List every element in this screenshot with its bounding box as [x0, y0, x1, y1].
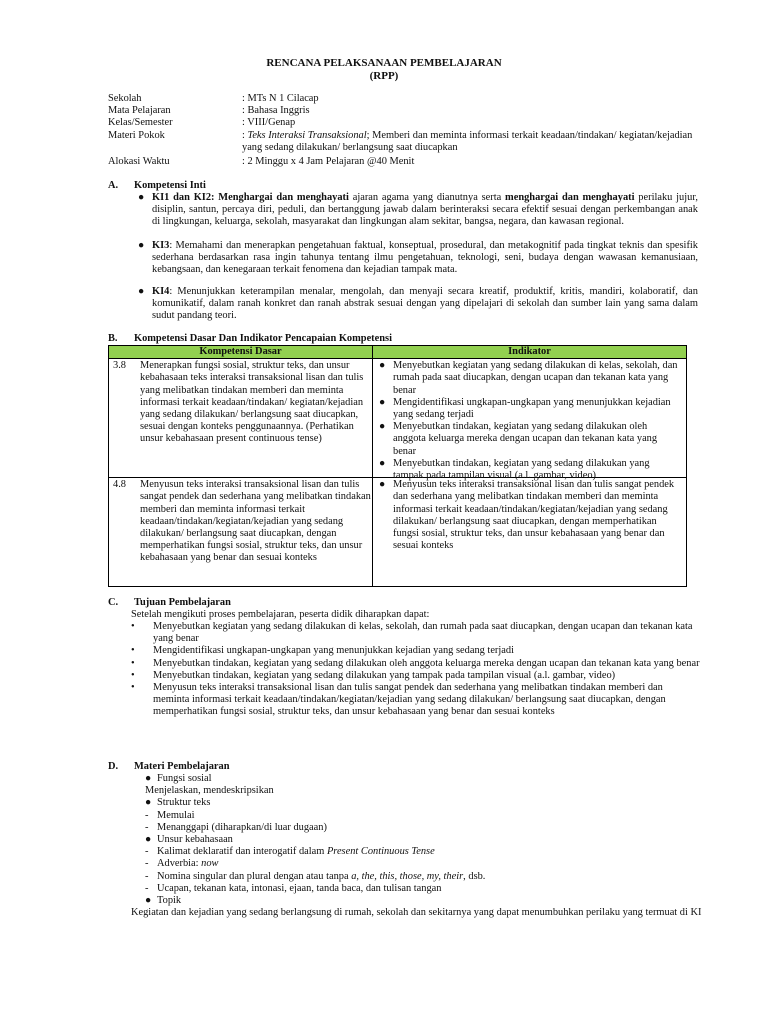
kd-number: 3.8: [113, 360, 126, 372]
document-title: RENCANA PELAKSANAAN PEMBELAJARAN: [266, 57, 502, 69]
mapel-label: Mata Pelajaran: [108, 105, 171, 117]
list-item: ● Menyusun teks interaksi transaksional lisan dan tulis sangat pendek dan sederhana yang melibatkan tindakan memberi dan meminta informasi terkait keadaan/tindakan/kegiatan/kejadian yang sedang dilakukan/ berlangsung saat diucapkan, dengan memperhatikan fungsi sosial, struktur teks, dan unsur kebahasaan yang benar dan sesuai konteks: [379, 479, 675, 552]
materi-value: : Teks Interaksi Transaksional; Memberi dan meminta informasi terkait keadaan/tindakan/ kegiatan/kejadian yang sedang dilakukan/ berlangsung saat diucapkan: [242, 129, 693, 153]
list-item: ● Menyebutkan tindakan, kegiatan yang sedang dilakukan yang tampak pada tampilan visual (a.l. gambar, video): [379, 457, 650, 482]
kelas-label: Kelas/Semester: [108, 117, 173, 129]
materi-label: Materi Pokok: [108, 129, 165, 141]
bullet-icon: ●: [379, 360, 386, 372]
bullet-icon: ●: [138, 240, 145, 251]
bullet-icon: ●: [379, 457, 386, 469]
list-item: • Menyebutkan kegiatan yang sedang dilakukan di kelas, sekolah, dan rumah pada saat diucapkan, dengan ucapan dan tekanan kata yang benar: [131, 621, 693, 645]
list-item: ● Mengidentifikasi ungkapan-ungkapan yang menunjukkan kejadian yang sedang terjadi: [379, 396, 671, 421]
unsur-item: Ucapan, tekanan kata, intonasi, ejaan, tanda baca, dan tulisan tangan: [157, 882, 442, 894]
indikator-list: [379, 360, 679, 482]
bullet-icon: ●: [145, 797, 152, 809]
tujuan-intro: Setelah mengikuti proses pembelajaran, peserta didik diharapkan dapat:: [131, 609, 430, 620]
tujuan-list: [131, 621, 701, 719]
unsur-kebahasaan-label: Unsur kebahasaan: [157, 833, 233, 845]
sekolah-label: Sekolah: [108, 93, 142, 104]
col-indikator: Indikator: [373, 346, 687, 359]
bullet-icon: •: [131, 669, 135, 681]
dash-icon: -: [145, 870, 149, 882]
list-item: ● Menyebutkan tindakan, kegiatan yang sedang dilakukan oleh anggota keluarga mereka dengan ucapan dan tekanan kata yang benar: [379, 421, 658, 457]
rpp-page: RENCANA PELAKSANAAN PEMBELAJARAN (RPP) Sekolah : MTs N 1 Cilacap Mata Pelajaran : Bahasa Inggris Kelas/Semester : VIII/Genap Materi Pokok : Teks Interaksi Transaksional; Memberi dan meminta informasi terkait keadaan/tindakan/ kegiatan/kejadian yang sedang dilakukan/ berlangsung saat diucapkan Alokasi Waktu : 2 Minggu x 4 Jam Pelajaran @40 Menit A. Kompetensi Inti ● KI1 dan KI2: Menghargai dan menghayati ajaran agama yang dianutnya serta menghargai dan menghayati perilaku jujur, disiplin, santun, percaya diri, peduli, dan bertanggung jawab dalam berinteraksi secara efektif sesuai dengan perkembangan anak di lingkungan, keluarga, sekolah, masyarakat dan lingkungan alam sekitar, bangsa, negara, dan kawasan regional. ● KI3: Memahami dan menerapkan pengetahuan faktual, konseptual, prosedural, dan metakognitif pada tingkat teknis dan spesifik sederhana berdasarkan rasa ingin tahunya tentang ilmu pengetahuan, teknologi, seni, budaya dengan wawasan kemanusiaan, kebangsaan, dan kenegaraan terkait fenomena dan kejadian tampak mata. ● KI4: Menunjukkan keterampilan menalar, mengolah, dan menyaji secara kreatif, produktif, kritis, mandiri, kolaboratif, dan komunikatif, dalam ranah konkret dan ranah abstrak sesuai dengan yang dipelajari di sekolah dan sumber lain yang sama dalam sudut pandang teori. B. Kompetensi Dasar Dan Indikator Pencapaian Kompetensi Kompetensi Dasar Indikator 3.8 Menerapkan fungsi sosial, struktur teks, dan unsur kebahasaan teks interaksi transaksional lisan dan tulis yang melibatkan tindakan memberi dan meminta informasi terkait keadaan/tindakan/ kegiatan/kejadian yang sedang dilakukan/ berlangsung saat diucapkan, sesuai dengan konteks penggunaannya. (Perhatikan unsur kebahasaan present continuous tense) ● Menyebutkan kegiatan yang sedang dilakukan di kelas, sekolah, dan rumah pada saat diucapkan, dengan ucapan dan tekanan kata yang benar ● Mengidentifikasi ungkapan-ungkapan yang menunjukkan kejadian yang sedang terjadi ● Menyebutkan tindakan, kegiatan yang sedang dilakukan oleh anggota keluarga mereka dengan ucapan dan tekanan kata yang benar ● Menyebutkan tindakan, kegiatan yang sedang dilakukan yang tampak pada tampilan visual (a.l. gambar, video) 4.8 Menyusun teks interaksi transaksional lisan dan tulis sangat pendek dan sederhana yang melibatkan tindakan memberi dan meminta informasi terkait keadaan/tindakan/kegiatan/kejadian yang sedang dilakukan/ berlangsung saat diucapkan, dengan memperhatikan fungsi sosial, struktur teks, dan unsur kebahasaan yang benar dan sesuai konteks ● Menyusun teks interaksi transaksional lisan dan tulis sangat pendek dan sederhana yang melibatkan tindakan memberi dan meminta informasi terkait keadaan/tindakan/kegiatan/kejadian yang sedang dilakukan/ berlangsung saat diucapkan, dengan memperhatikan fungsi sosial, struktur teks, dan unsur kebahasaan yang benar dan sesuai konteks C. Tujuan Pembelajaran Setelah mengikuti proses pembelajaran, peserta didik diharapkan dapat: • Menyebutkan kegiatan yang sedang dilakukan di kelas, sekolah, dan rumah pada saat diucapkan, dengan ucapan dan tekanan kata yang benar • Mengidentifikasi ungkapan-ungkapan yang menunjukkan kejadian yang sedang terjadi • Menyebutkan tindakan, kegiatan yang sedang dilakukan oleh anggota keluarga mereka dengan ucapan dan tekanan kata yang benar • Menyebutkan tindakan, kegiatan yang sedang dilakukan yang tampak pada tampilan visual (a.l. gambar, video) • Menyusun teks interaksi transaksional lisan dan tulis sangat pendek dan sederhana yang melibatkan tindakan memberi dan meminta informasi terkait keadaan/tindakan/kegiatan/kejadian yang sedang dilakukan/ berlangsung saat diucapkan, dengan memperhatikan fungsi sosial, struktur teks, dan unsur kebahasaan yang benar dan sesuai konteks D. Materi Pembelajaran ● Fungsi sosial Menjelaskan, mendeskripsikan ● Struktur teks - Memulai - Menanggapi (diharapkan/di luar dugaan) ● Unsur kebahasaan - Kalimat deklaratif dan interogatif dalam Present Continuous Tense - Adverbia: now - Nomina singular dan plural dengan atau tanpa a, the, this, those, my, their, dsb. - Ucapan, tekanan kata, intonasi, ejaan, tanda baca, dan tulisan tangan ● Topik Kegiatan dan kejadian yang sedang berlangsung di rumah, sekolah dan sekitarnya yang dapat menumbuhkan perilaku yang termuat di KI: [0, 0, 768, 1024]
kd-number: 4.8: [113, 479, 126, 491]
list-item: • Menyebutkan tindakan, kegiatan yang sedang dilakukan oleh anggota keluarga mereka dengan ucapan dan tekanan kata yang benar: [131, 657, 700, 669]
bullet-icon: •: [131, 645, 135, 657]
list-item: • Mengidentifikasi ungkapan-ungkapan yang menunjukkan kejadian yang sedang terjadi: [131, 645, 514, 657]
table-row: [109, 478, 687, 587]
struktur-item: Menanggapi (diharapkan/di luar dugaan): [157, 821, 327, 833]
bullet-icon: ●: [145, 833, 152, 845]
fungsi-sosial-desc: Menjelaskan, mendeskripsikan: [145, 785, 274, 797]
indikator-list: [379, 479, 679, 552]
bullet-icon: ●: [145, 894, 152, 906]
alokasi-value: : 2 Minggu x 4 Jam Pelajaran @40 Menit: [242, 155, 415, 167]
bullet-icon: ●: [379, 479, 386, 491]
fungsi-sosial-label: Fungsi sosial: [157, 773, 212, 784]
list-item: • Menyebutkan tindakan, kegiatan yang sedang dilakukan yang tampak pada tampilan visual (a.l. gambar, video): [131, 669, 616, 681]
topik-label: Topik: [157, 894, 182, 906]
list-item: • Menyusun teks interaksi transaksional lisan dan tulis sangat pendek dan sederhana yang melibatkan tindakan memberi dan meminta informasi terkait keadaan/tindakan/kegiatan/kejadian yang sedang dilakukan/ berlangsung saat diucapkan, dengan memperhatikan fungsi sosial, struktur teks, dan unsur kebahasaan yang benar dan sesuai konteks: [131, 682, 666, 718]
kd-indikator-table: [108, 345, 687, 587]
ki4-paragraph: KI4: Menunjukkan keterampilan menalar, mengolah, dan menyaji secara kreatif, produktif, kritis, mandiri, kolaboratif, dan komunikatif, dalam ranah konkret dan ranah abstrak sesuai dengan yang dipelajari di sekolah dan sumber lain yang sama dalam sudut pandang teori.: [152, 286, 698, 322]
ki3-paragraph: KI3: Memahami dan menerapkan pengetahuan faktual, konseptual, prosedural, dan metakognitif pada tingkat teknis dan spesifik sederhana berdasarkan rasa ingin tahunya tentang ilmu pengetahuan, teknologi, seni, budaya dengan wawasan kemanusiaan, kebangsaan, dan kenegaraan terkait fenomena dan kejadian tampak mata.: [152, 240, 698, 276]
unsur-item: Nomina singular dan plural dengan atau tanpa a, the, this, those, my, their, dsb.: [157, 870, 486, 882]
kelas-value: : VIII/Genap: [242, 117, 296, 129]
kd-text: Menyusun teks interaksi transaksional lisan dan tulis sangat pendek dan sederhana yang melibatkan tindakan memberi dan meminta informasi terkait keadaan/tindakan/kegiatan/kejadian yang sedang dilakukan/ berlangsung saat diucapkan, dengan memperhatikan fungsi sosial, struktur teks, dan unsur kebahasaan yang benar dan sesuai konteks: [140, 479, 371, 564]
dash-icon: -: [145, 858, 149, 870]
kd-text: Menerapkan fungsi sosial, struktur teks, dan unsur kebahasaan teks interaksi transaksional lisan dan tulis yang melibatkan tindakan memberi dan meminta informasi terkait keadaan/tindakan/ kegiatan/kejadian yang sedang dilakukan/ berlangsung saat diucapkan, sesuai dengan konteks penggunaannya. (Perhatikan unsur kebahasaan present continuous tense): [140, 360, 364, 445]
bullet-icon: ●: [379, 421, 386, 433]
col-kompetensi-dasar: Kompetensi Dasar: [109, 346, 373, 359]
materi-block: [131, 773, 706, 919]
list-item: ● Menyebutkan kegiatan yang sedang dilakukan di kelas, sekolah, dan rumah pada saat diucapkan, dengan ucapan dan tekanan kata yang benar: [379, 360, 678, 396]
bullet-icon: •: [131, 621, 135, 632]
mapel-value: : Bahasa Inggris: [242, 105, 310, 117]
document-subtitle: (RPP): [369, 70, 399, 82]
alokasi-label: Alokasi Waktu: [108, 155, 170, 167]
struktur-item: Memulai: [157, 809, 195, 821]
bullet-icon: •: [131, 682, 135, 694]
bullet-icon: ●: [145, 773, 152, 784]
dash-icon: -: [145, 882, 149, 894]
table-row: [109, 359, 687, 478]
bullet-icon: •: [131, 657, 135, 669]
bullet-icon: ●: [379, 396, 386, 408]
dash-icon: -: [145, 809, 149, 821]
ki1-paragraph: KI1 dan KI2: Menghargai dan menghayati ajaran agama yang dianutnya serta menghargai dan menghayati perilaku jujur, disiplin, santun, percaya diri, peduli, dan bertanggung jawab dalam berinteraksi secara efektif sesuai dengan perkembangan anak di lingkungan, keluarga, sekolah, masyarakat dan lingkungan alam sekitar, bangsa, negara, dan kawasan regional.: [152, 192, 698, 228]
topik-desc: Kegiatan dan kejadian yang sedang berlangsung di rumah, sekolah dan sekitarnya yang dapat menumbuhkan perilaku yang termuat di KI: [131, 907, 702, 919]
dash-icon: -: [145, 821, 149, 833]
identity-block: [108, 93, 708, 168]
struktur-teks-label: Struktur teks: [157, 797, 211, 809]
sekolah-value: : MTs N 1 Cilacap: [242, 93, 319, 104]
bullet-icon: ●: [138, 286, 145, 297]
dash-icon: -: [145, 846, 149, 858]
unsur-item: Kalimat deklaratif dan interogatif dalam Present Continuous Tense: [157, 846, 435, 858]
unsur-item: Adverbia: now: [157, 858, 219, 870]
bullet-icon: ●: [138, 192, 145, 203]
